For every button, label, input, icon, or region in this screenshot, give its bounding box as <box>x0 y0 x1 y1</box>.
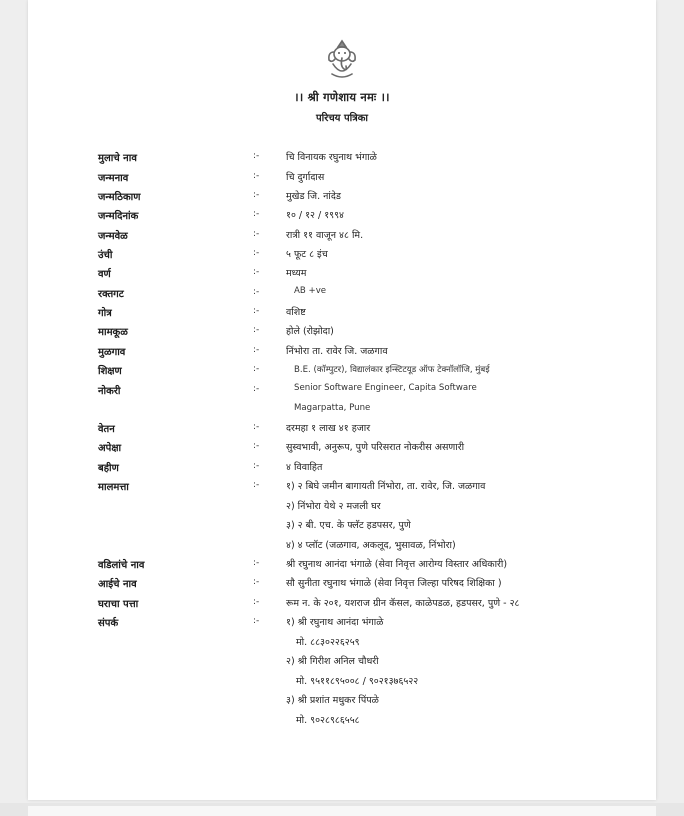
field-value: दरमहा १ लाख ४१ हजार <box>286 423 371 434</box>
field-value: होले (रोझोदा) <box>286 326 334 337</box>
field-label: वडिलांचे नाव <box>98 560 145 571</box>
invocation-heading: ।। श्री गणेशाय नमः ।। <box>294 90 390 104</box>
field-separator: :- <box>253 171 260 181</box>
field-separator: :- <box>253 287 260 297</box>
field-label: जन्मनाव <box>98 173 129 184</box>
field-separator: :- <box>253 229 260 239</box>
field-value: मो. ९०२८९८६५५८ <box>296 714 360 726</box>
field-label: आईचे नाव <box>98 579 137 590</box>
field-label: वर्ण <box>98 269 111 280</box>
field-label: बहीण <box>98 463 119 474</box>
field-value: मो. ८८३०२२६२५९ <box>296 636 360 648</box>
field-label: वेतन <box>98 424 115 435</box>
field-label: जन्मठिकाण <box>98 192 141 203</box>
field-value: १० / १२ / १९९४ <box>286 210 345 221</box>
field-separator: :- <box>253 441 260 451</box>
field-separator: :- <box>253 616 260 626</box>
field-value: १) श्री रघुनाथ आनंदा भंगाळे <box>286 617 384 628</box>
field-label: घराचा पत्ता <box>98 599 139 610</box>
field-value: वशिष्ट <box>286 307 306 318</box>
field-value: चि दुर्गादास <box>286 172 325 183</box>
field-label: संपर्क <box>98 618 119 629</box>
ganesha-icon <box>324 38 360 80</box>
field-value: AB +ve <box>294 286 327 296</box>
field-label: मामकूळ <box>98 327 128 338</box>
field-value: ४) ४ प्लॉट (जळगाव, अकलूद, भुसावळ, निंभोरा) <box>286 539 456 551</box>
field-separator: :- <box>253 345 260 355</box>
field-value: निंभोरा ता. रावेर जि. जळगाव <box>286 346 388 357</box>
field-value: ४ विवाहित <box>286 462 323 473</box>
field-value: ३) २ बी. एच. के फ्लॅट हडपसर, पुणे <box>286 520 411 531</box>
field-value: १) २ बिघे जमीन बागायती निंभोरा, ता. रावेर, जि. जळगाव <box>286 481 486 492</box>
field-label: अपेक्षा <box>98 443 122 454</box>
field-separator: :- <box>253 480 260 490</box>
field-value: ५ फूट ८ इंच <box>286 249 328 260</box>
field-value: सुस्वभावी, अनुरूप, पुणे परिसरात नोकरीस असणारी <box>286 442 465 453</box>
field-label: जन्मदिनांक <box>98 211 139 222</box>
field-separator: :- <box>253 248 260 258</box>
field-label: जन्मवेळ <box>98 231 128 242</box>
field-label: शिक्षण <box>98 366 122 377</box>
field-separator: :- <box>253 422 260 432</box>
field-value: Senior Software Engineer, Capita Software <box>294 383 477 393</box>
field-label: गोत्र <box>98 308 112 319</box>
field-separator: :- <box>253 209 260 219</box>
field-label: नोकरी <box>98 386 121 397</box>
field-separator: :- <box>253 364 260 374</box>
field-value: मध्यम <box>286 268 307 279</box>
field-separator: :- <box>253 325 260 335</box>
field-label: मुळगाव <box>98 347 126 358</box>
next-page-edge <box>28 806 656 816</box>
field-separator: :- <box>253 461 260 471</box>
field-value: चि विनायक रघुनाथ भंगाळे <box>286 152 377 163</box>
field-label: मालमत्ता <box>98 482 129 493</box>
field-separator: :- <box>253 306 260 316</box>
field-value: रूम न. के २०१, यशराज ग्रीन कॅसल, काळेपडळ, हडपसर, पुणे - २८ <box>286 598 520 609</box>
field-value: मुखेड जि. नांदेड <box>286 191 341 202</box>
field-separator: :- <box>253 384 260 394</box>
field-separator: :- <box>253 558 260 568</box>
field-separator: :- <box>253 577 260 587</box>
field-separator: :- <box>253 597 260 607</box>
field-label: रक्तगट <box>98 289 124 300</box>
field-separator: :- <box>253 267 260 277</box>
field-label: मुलाचे नाव <box>98 153 137 164</box>
page-title: परिचय पत्रिका <box>315 113 369 124</box>
field-label: उंची <box>98 250 113 261</box>
field-value: २) निंभोरा येथे २ मजली घर <box>286 500 381 512</box>
field-separator: :- <box>253 190 260 200</box>
field-value: मो. ९५११८९५००८ / ९०२१३७६५२२ <box>296 675 419 687</box>
field-value: २) श्री गिरीश अनिल चौधरी <box>286 656 379 667</box>
field-value: श्री रघुनाथ आनंदा भंगाळे (सेवा निवृत्त आरोग्य विस्तार अधिकारी) <box>286 559 508 570</box>
field-value: Magarpatta, Pune <box>294 402 371 413</box>
field-value: B.E. (कॉम्पुटर), विद्यालंकार इन्स्टिटयूड ऑफ टेक्नॉलॉजि, मुंबई <box>294 365 490 375</box>
field-value: रात्री ११ वाजून ४८ मि. <box>286 230 364 241</box>
field-value: सौ सुनीता रघुनाथ भंगाळे (सेवा निवृत्त जिल्हा परिषद शिक्षिका ) <box>286 578 502 589</box>
field-value: ३) श्री प्रशांत मधुकर पिंपळे <box>286 695 379 706</box>
field-separator: :- <box>253 151 260 161</box>
